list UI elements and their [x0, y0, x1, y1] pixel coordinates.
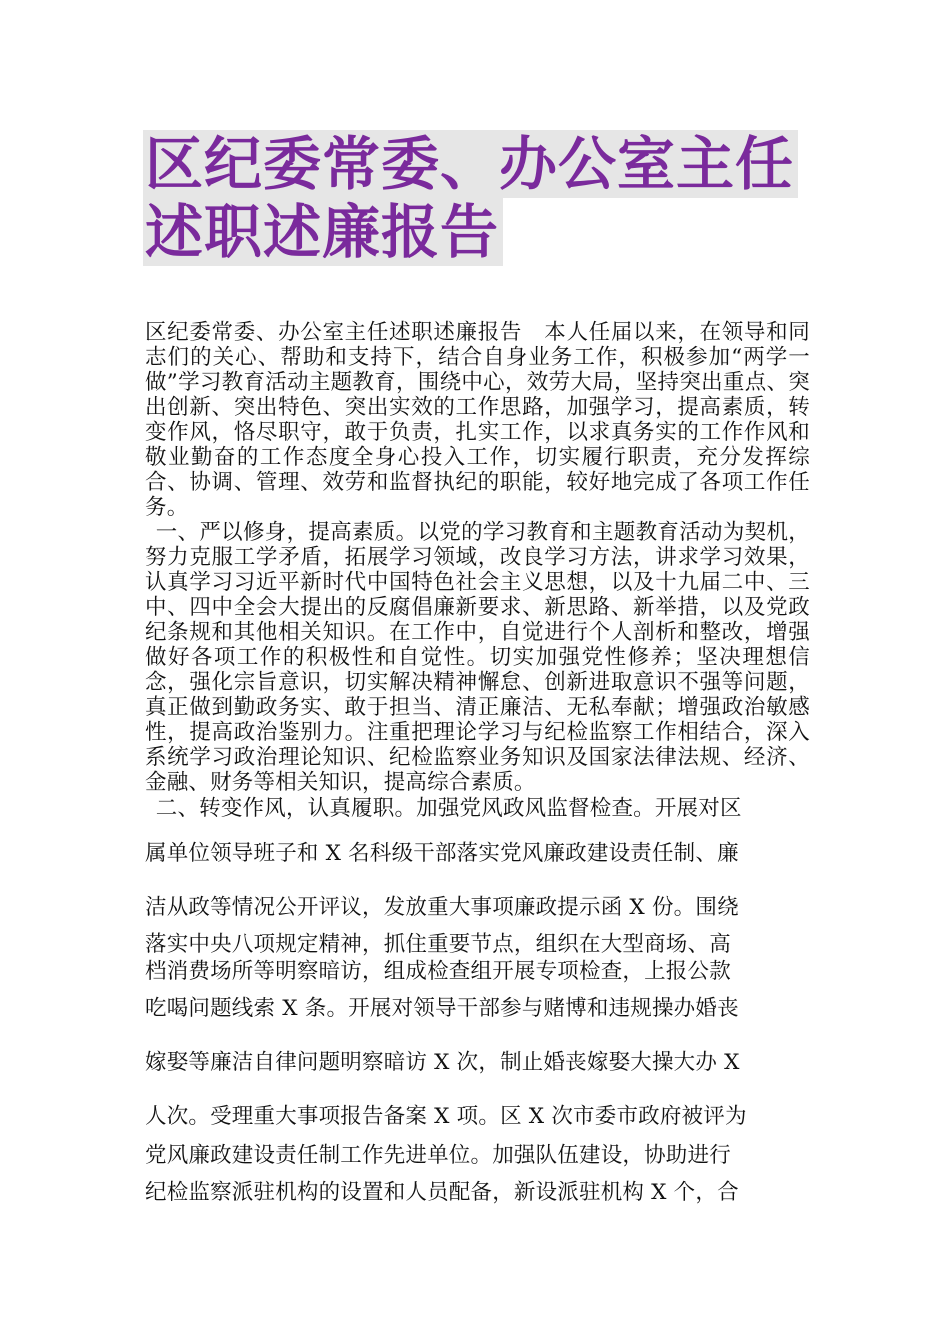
- title-line-1: 区纪委常委、办公室主任: [143, 130, 798, 198]
- section-two-line: 属单位领导班子和 X 名科级干部落实党风廉政建设责任制、廉: [145, 841, 739, 866]
- section-two-line: 洁从政等情况公开评议，发放重大事项廉政提示函 X 份。围绕: [145, 895, 739, 920]
- section-two-line: 嫁娶等廉洁自律问题明察暗访 X 次，制止婚丧嫁娶大操大办 X: [145, 1050, 740, 1075]
- paragraph-section-one: 一、严以修身，提高素质。以党的学习教育和主题教育活动为契机，努力克服工学矛盾，拓展学习领域，改良学习方法，讲求学习效果，认真学习习近平新时代中国特色社会主义思想，以及十九届二中、三中、四中全会大提出的反腐倡廉新要求、新思路、新举措，以及党政纪条规和其他相关知识。在工作中，自觉进行个人剖析和整改，增强做好各项工作的积极性和自觉性。切实加强党性修养；坚决理想信念，强化宗旨意识，切实解决精神懈怠、创新进取意识不强等问题，真正做到勤政务实、敢于担当、清正廉洁、无私奉献；增强政治敏感性，提高政治鉴别力。注重把理论学习与纪检监察工作相结合，深入系统学习政治理论知识、纪检监察业务知识及国家法律法规、经济、金融、财务等相关知识，提高综合素质。: [145, 520, 810, 795]
- section-two-line: 党风廉政建设责任制工作先进单位。加强队伍建设，协助进行: [145, 1143, 731, 1168]
- section-two-line: 落实中央八项规定精神，抓住重要节点，组织在大型商场、高: [145, 932, 731, 957]
- section-two-line: 纪检监察派驻机构的设置和人员配备，新设派驻机构 X 个，合: [145, 1180, 739, 1205]
- section-two-line: 吃喝问题线索 X 条。开展对领导干部参与赌博和违规操办婚丧: [145, 996, 739, 1021]
- title-line-2: 述职述廉报告: [143, 198, 503, 266]
- paragraph-section-two: [145, 795, 810, 1206]
- section-two-line: 人次。受理重大事项报告备案 X 项。区 X 次市委市政府被评为: [145, 1104, 747, 1129]
- section-two-line: 档消费场所等明察暗访，组成检查组开展专项检查，上报公款: [145, 959, 731, 984]
- paragraph-intro: 区纪委常委、办公室主任述职述廉报告 本人任届以来，在领导和同志们的关心、帮助和支持下，结合自身业务工作，积极参加“两学一做”学习教育活动主题教育，围绕中心，效劳大局，坚持突出重点、突出创新、突出特色、突出实效的工作思路，加强学习，提高素质，转变作风，恪尽职守，敢于负责，扎实工作，以求真务实的工作作风和敬业勤奋的工作态度全身心投入工作，切实履行职责，充分发挥综合、协调、管理、效劳和监督执纪的职能，较好地完成了各项工作任务。: [145, 320, 810, 520]
- document-title: [143, 130, 823, 266]
- document-body: [145, 320, 810, 1206]
- section-two-line: 二、转变作风，认真履职。加强党风政风监督检查。开展对区: [155, 796, 742, 821]
